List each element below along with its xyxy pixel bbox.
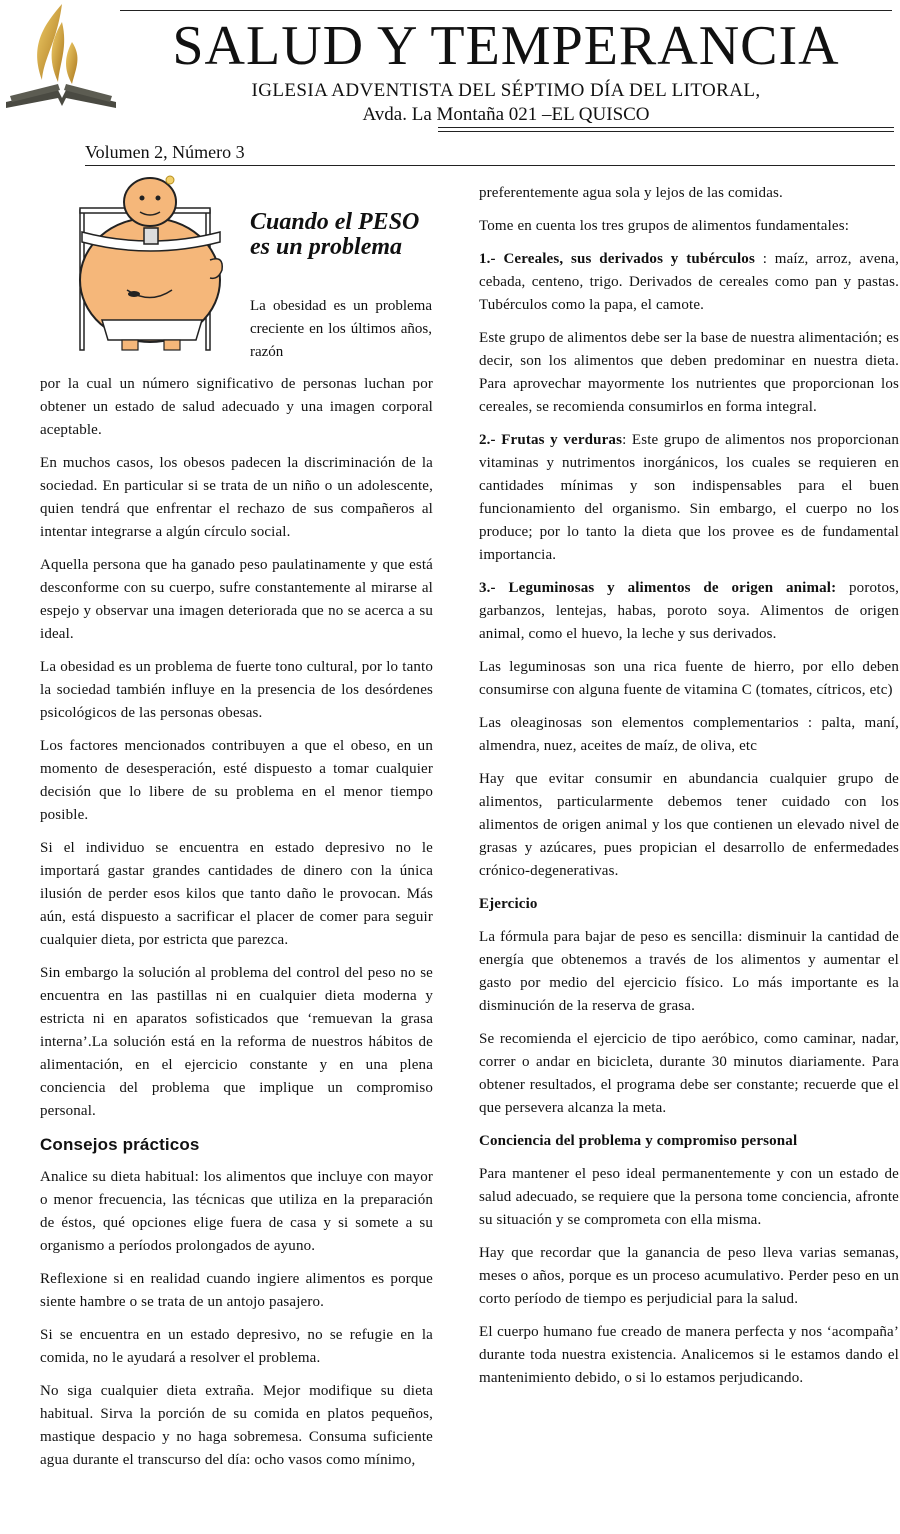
food-group-label: 1.- Cereales, sus derivados y tubérculos bbox=[479, 251, 755, 267]
paragraph: Los factores mencionados contribuyen a que el obeso, en un momento de desesperación, esté dispuesto a tomar cualquier decisión que lo libere de su problema en el menor tiempo posible. bbox=[40, 738, 433, 823]
header-rule-thick bbox=[438, 127, 894, 128]
paragraph: Tome en cuenta los tres grupos de alimentos fundamentales: bbox=[479, 218, 850, 234]
paragraph: Para mantener el peso ideal permanentemente y con un estado de salud adecuado, se requiere que la persona tome conciencia, afronte su situación y se comprometa con ella misma. bbox=[479, 1166, 899, 1228]
header-rule-thin bbox=[438, 131, 894, 132]
header-top-rule bbox=[120, 10, 892, 11]
church-logo-icon bbox=[2, 2, 120, 110]
paragraph: Si se encuentra en un estado depresivo, no se refugie en la comida, no le ayudará a resolver el problema. bbox=[40, 1327, 433, 1366]
volume-rule bbox=[85, 165, 895, 166]
food-group-text: : maíz, arroz, avena, cebada, centeno, trigo. Derivados de cereales como pan y pastas. Tubérculos como la papa, el camote. bbox=[479, 251, 899, 313]
food-group-label: 3.- Leguminosas y alimentos de origen animal: bbox=[479, 580, 837, 596]
ejercicio-heading: Ejercicio bbox=[479, 896, 538, 912]
church-address: Avda. La Montaña 021 –EL QUISCO bbox=[362, 104, 650, 125]
paragraph: Analice su dieta habitual: los alimentos que incluye con mayor o menor frecuencia, las técnicas que utiliza en la preparación de éstos, qué opciones elige fuera de casa y si somete a su organismo a períodos prolongados de ayuno. bbox=[40, 1169, 433, 1254]
paragraph: No siga cualquier dieta extraña. Mejor modifique su dieta habitual. Sirva la porción de su comida en platos pequeños, mastique despacio y no haga sobremesa. Consuma suficiente agua durante el transcurso del día: ocho vasos como mínimo, bbox=[40, 1383, 433, 1468]
paragraph: La fórmula para bajar de peso es sencilla: disminuir la cantidad de energía que obtenemos a través de los alimentos y aumentar el gasto por medio del ejercicio físico. Lo más importante es la disminución de la reserva de grasa. bbox=[479, 929, 899, 1014]
consejos-heading: Consejos prácticos bbox=[40, 1135, 200, 1154]
paragraph: Aquella persona que ha ganado peso paulatinamente y que está desconforme con su cuerpo, sufre constantemente al mirarse al espejo y observar una imagen deteriorada que no se acerca a su ideal. bbox=[40, 557, 433, 642]
article-intro: La obesidad es un problema creciente en los últimos años, razón bbox=[250, 298, 432, 360]
article-headline: Cuando el PESO es un problema bbox=[250, 209, 420, 260]
paragraph: Las oleaginosas son elementos complementarios : palta, maní, almendra, nuez, aceites de maíz, de oliva, etc bbox=[479, 715, 899, 754]
paragraph: Este grupo de alimentos debe ser la base de nuestra alimentación; es decir, son los alimentos que deben predominar en nuestra dieta. Para aprovechar mayormente los nutrientes que proporcionan los cereales, se recomienda consumirlos en forma integral. bbox=[479, 330, 899, 415]
food-group-text: : Este grupo de alimentos nos proporcionan vitaminas y nutrimentos inorgánicos, los cuales se requieren en cantidades mínimas y son indispensables para el buen funcionamiento del organismo. Sin embargo, el cuerpo no los produce; por lo tanto la dieta que los provee es de fundamental importancia. bbox=[479, 432, 899, 563]
food-group-2 bbox=[479, 429, 899, 567]
food-group-1 bbox=[479, 248, 899, 317]
paragraph: Hay que recordar que la ganancia de peso lleva varias semanas, meses o años, porque es un proceso acumulativo. Perder peso en un corto período de tiempo es perjudicial para la salud. bbox=[479, 1245, 899, 1307]
right-column bbox=[479, 182, 899, 1400]
paragraph: Hay que evitar consumir en abundancia cualquier grupo de alimentos, particularmente debemos tener cuidado con los alimentos de origen animal y los que contienen un elevado nivel de grasas y azúcares, pues propician el desarrollo de enfermedades crónico-degenerativas. bbox=[479, 771, 899, 879]
paragraph: por la cual un número significativo de personas luchan por obtener un estado de salud adecuado y una imagen corporal aceptable. bbox=[40, 376, 433, 438]
food-group-label: 2.- Frutas y verduras bbox=[479, 432, 623, 448]
paragraph: Las leguminosas son una rica fuente de hierro, por ello deben consumirse con alguna fuente de vitamina C (tomates, cítricos, etc) bbox=[479, 659, 899, 698]
church-name: IGLESIA ADVENTISTA DEL SÉPTIMO DÍA DEL LITORAL, bbox=[251, 80, 761, 101]
paragraph: En muchos casos, los obesos padecen la discriminación de la sociedad. En particular si se trata de un niño o un adolescente, quien tendrá que enfrentar el rechazo de sus compañeros al intentar integrarse a algún círculo social. bbox=[40, 455, 433, 540]
food-group-text: porotos, garbanzos, lentejas, habas, poroto soya. Alimentos de origen animal, como el huevo, la leche y sus derivados. bbox=[479, 580, 899, 642]
paragraph: El cuerpo humano fue creado de manera perfecta y nos ‘acompaña’ durante toda nuestra existencia. Analicemos si le estamos dando el mantenimiento debido, o si lo estamos perjudicando. bbox=[479, 1324, 899, 1386]
newsletter-title: SALUD Y TEMPERANCIA bbox=[172, 15, 840, 77]
paragraph: Reflexione si en realidad cuando ingiere alimentos es porque siente hambre o se trata de un antojo pasajero. bbox=[40, 1271, 433, 1310]
overweight-man-cartoon-icon bbox=[72, 170, 232, 355]
paragraph: La obesidad es un problema de fuerte tono cultural, por lo tanto la sociedad también influye en la presencia de los desórdenes psicológicos de las personas obesas. bbox=[40, 659, 433, 721]
conciencia-heading: Conciencia del problema y compromiso personal bbox=[479, 1133, 798, 1149]
volume-number: Volumen 2, Número 3 bbox=[85, 142, 245, 162]
paragraph: Si el individuo se encuentra en estado depresivo no le importará gastar grandes cantidades de dinero con la única ilusión de perder esos kilos que tanto daño le provocan. Más aún, está dispuesto a sacrificar el placer de comer para seguir cualquier dieta, por estricta que parezca. bbox=[40, 840, 433, 948]
left-column bbox=[40, 373, 433, 1482]
paragraph: Se recomienda el ejercicio de tipo aeróbico, como caminar, nadar, correr o andar en bicicleta, durante 30 minutos diariamente. Para obtener resultados, el programa debe ser constante; recuerde que el que persevera alcanza la meta. bbox=[479, 1031, 899, 1116]
paragraph: Sin embargo la solución al problema del control del peso no se encuentra en las pastillas ni en cualquier dieta moderna y estricta ni en aparatos sofisticados que ‘remuevan la grasa interna’.La solución está en la reforma de nuestros hábitos de alimentación, en el ejercicio constante y en una plena conciencia del problema que implique un compromiso personal. bbox=[40, 965, 433, 1119]
paragraph: preferentemente agua sola y lejos de las comidas. bbox=[479, 185, 783, 201]
food-group-3 bbox=[479, 577, 899, 646]
